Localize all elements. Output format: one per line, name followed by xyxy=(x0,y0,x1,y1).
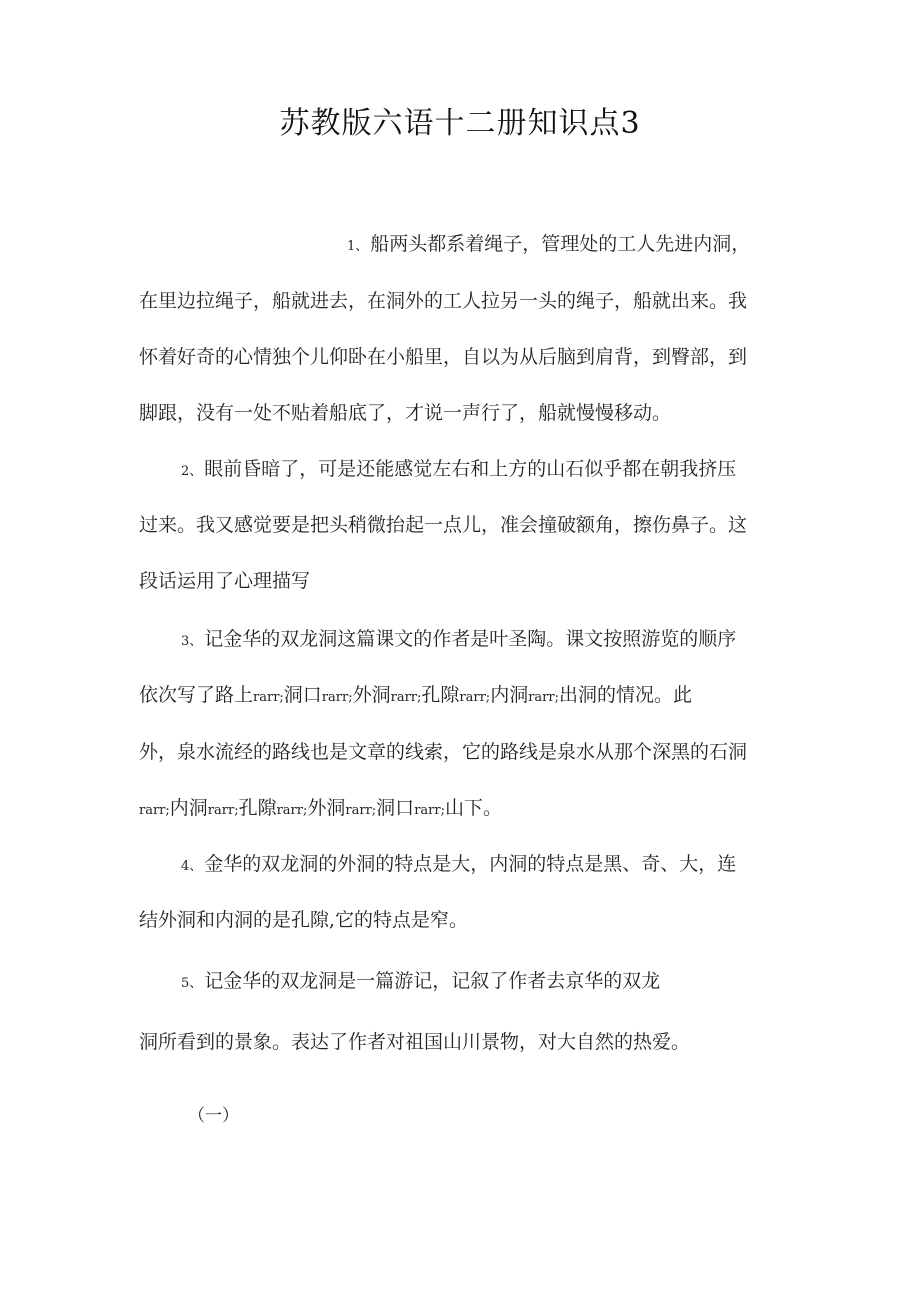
paragraph-3-line-3: 外，泉水流经的路线也是文章的线索，它的路线是泉水从那个深黑的石洞 xyxy=(139,741,748,763)
paragraph-5-number: 5、 xyxy=(181,976,203,991)
section-marker: （一） xyxy=(188,1106,239,1126)
paragraph-1-line-2: 在里边拉绳子，船就进去，在洞外的工人拉另一头的绳子，船就出来。我 xyxy=(139,290,748,312)
paragraph-3-line-4: rarr;内洞rarr;孔隙rarr;外洞rarr;洞口rarr;山下。 xyxy=(139,797,502,819)
paragraph-2-line-1: 2、 眼前昏暗了，可是还能感觉左右和上方的山石似乎都在朝我挤压 xyxy=(181,458,737,480)
paragraph-1-line-4: 脚跟，没有一处不贴着船底了，才说一声行了，船就慢慢移动。 xyxy=(139,402,672,424)
paragraph-4-line-2: 结外洞和内洞的是孔隙,它的特点是窄。 xyxy=(139,909,469,931)
paragraph-2-line-2: 过来。我又感觉要是把头稍微抬起一点儿，准会撞破额角，擦伤鼻子。这 xyxy=(139,514,748,536)
paragraph-3-line-2: 依次写了路上rarr;洞口rarr;外洞rarr;孔隙rarr;内洞rarr;出洞的情况。此 xyxy=(139,684,692,706)
paragraph-2-number: 2、 xyxy=(181,464,203,479)
paragraph-3-number: 3、 xyxy=(181,634,203,649)
paragraph-4-line-1: 4、 金华的双龙洞的外洞的特点是大，内洞的特点是黑、奇、大，连 xyxy=(181,853,737,875)
paragraph-1-line-3: 怀着好奇的心情独个儿仰卧在小船里，自以为从后脑到肩背，到臀部，到 xyxy=(139,346,748,368)
paragraph-2-line-3: 段话运用了心理描写 xyxy=(139,570,311,592)
paragraph-5-line-2: 洞所看到的景象。表达了作者对祖国山川景物，对大自然的热爱。 xyxy=(139,1031,691,1053)
paragraph-4-number: 4、 xyxy=(181,859,203,874)
paragraph-5-line-1: 5、 记金华的双龙洞是一篇游记，记叙了作者去京华的双龙 xyxy=(181,970,661,992)
paragraph-1-number: 1、 xyxy=(347,239,369,254)
paragraph-3-line-1: 3、 记金华的双龙洞这篇课文的作者是叶圣陶。课文按照游览的顺序 xyxy=(181,628,737,650)
paragraph-1-line-1: 1、 船两头都系着绳子，管理处的工人先进内洞， xyxy=(347,233,751,255)
document-title: 苏教版六语十二册知识点3 xyxy=(279,106,641,141)
